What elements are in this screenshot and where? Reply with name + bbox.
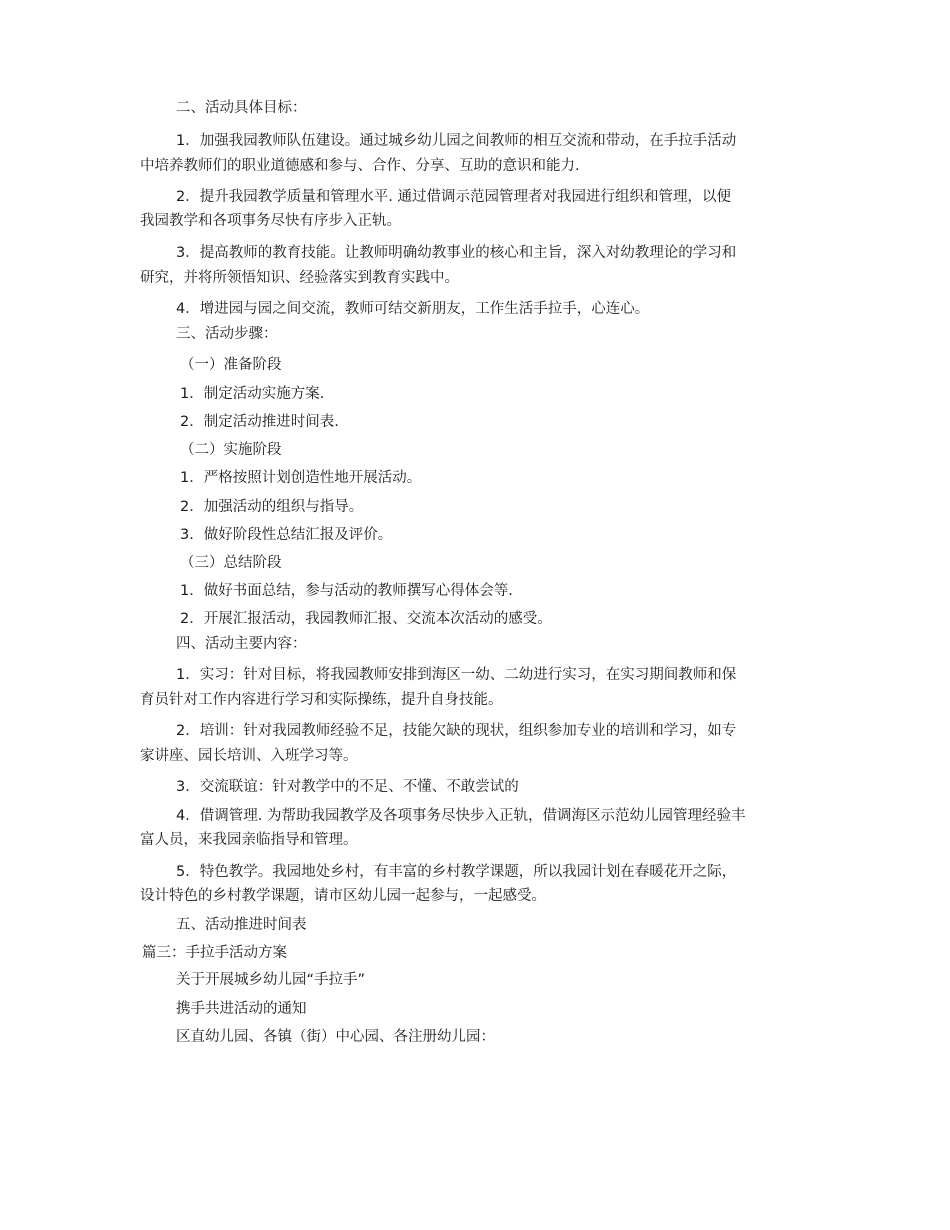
goal-3-line-2: 研究，并将所领悟知识、经验落实到教育实践中。 bbox=[140, 270, 459, 286]
goal-2-line-2: 我园教学和各项事务尽快有序步入正轨。 bbox=[140, 213, 401, 229]
section-heading-3: 三、活动步骤： bbox=[176, 326, 278, 342]
stage-3-item-2: 2．开展汇报活动，我园教师汇报、交流本次活动的感受。 bbox=[180, 611, 552, 627]
stage-2-item-3: 3．做好阶段性总结汇报及评价。 bbox=[180, 527, 393, 543]
goal-1-line-1: 1．加强我园教师队伍建设。通过城乡幼儿园之间教师的相互交流和带动，在手拉手活动 bbox=[176, 133, 737, 149]
stage-1-heading: （一）准备阶段 bbox=[180, 357, 282, 373]
content-1-line-1: 1．实习：针对目标，将我园教师安排到海区一幼、二幼进行实习，在实习期间教师和保 bbox=[176, 667, 737, 683]
goal-4-line: 4．增进园与园之间交流，教师可结交新朋友，工作生活手拉手，心连心。 bbox=[176, 301, 650, 317]
content-4-line-1: 4．借调管理. 为帮助我园教学及各项事务尽快步入正轨，借调海区示范幼儿园管理经验丰 bbox=[176, 808, 746, 824]
goal-1-line-2: 中培养教师们的职业道德感和参与、合作、分享、互助的意识和能力. bbox=[140, 158, 580, 174]
notice-title-line-1: 关于开展城乡幼儿园“手拉手” bbox=[176, 972, 366, 988]
stage-1-item-2: 2．制定活动推进时间表. bbox=[180, 414, 339, 430]
content-1-line-2: 育员针对工作内容进行学习和实际操练，提升自身技能。 bbox=[140, 692, 503, 708]
stage-2-item-2: 2．加强活动的组织与指导。 bbox=[180, 499, 364, 515]
section-heading-5: 五、活动推进时间表 bbox=[176, 917, 307, 933]
section-heading-4: 四、活动主要内容： bbox=[176, 636, 307, 652]
content-2-line-2: 家讲座、园长培训、入班学习等。 bbox=[140, 748, 358, 764]
goal-3-line-1: 3．提高教师的教育技能。让教师明确幼教事业的核心和主旨，深入对幼教理论的学习和 bbox=[176, 245, 737, 261]
stage-3-item-1: 1．做好书面总结，参与活动的教师撰写心得体会等. bbox=[180, 583, 513, 599]
stage-2-heading: （二）实施阶段 bbox=[180, 442, 282, 458]
content-5-line-2: 设计特色的乡村教学课题，请市区幼儿园一起参与，一起感受。 bbox=[140, 888, 546, 904]
content-3-line: 3．交流联谊：针对教学中的不足、不懂、不敢尝试的 bbox=[176, 779, 519, 795]
stage-1-item-1: 1．制定活动实施方案. bbox=[180, 386, 325, 402]
content-5-line-1: 5．特色教学。我园地处乡村，有丰富的乡村教学课题，所以我园计划在春暖花开之际， bbox=[176, 864, 737, 880]
chapter-heading: 篇三：手拉手活动方案 bbox=[142, 945, 287, 961]
section-heading-2: 二、活动具体目标： bbox=[176, 100, 307, 116]
notice-title-line-2: 携手共进活动的通知 bbox=[176, 1001, 307, 1017]
stage-2-item-1: 1．严格按照计划创造性地开展活动。 bbox=[180, 470, 422, 486]
goal-2-line-1: 2．提升我园教学质量和管理水平. 通过借调示范园管理者对我园进行组织和管理，以便 bbox=[176, 189, 731, 205]
content-4-line-2: 富人员，来我园亲临指导和管理。 bbox=[140, 832, 358, 848]
stage-3-heading: （三）总结阶段 bbox=[180, 555, 282, 571]
notice-recipients: 区直幼儿园、各镇（街）中心园、各注册幼儿园： bbox=[176, 1029, 495, 1045]
content-2-line-1: 2．培训：针对我园教师经验不足，技能欠缺的现状，组织参加专业的培训和学习，如专 bbox=[176, 723, 737, 739]
